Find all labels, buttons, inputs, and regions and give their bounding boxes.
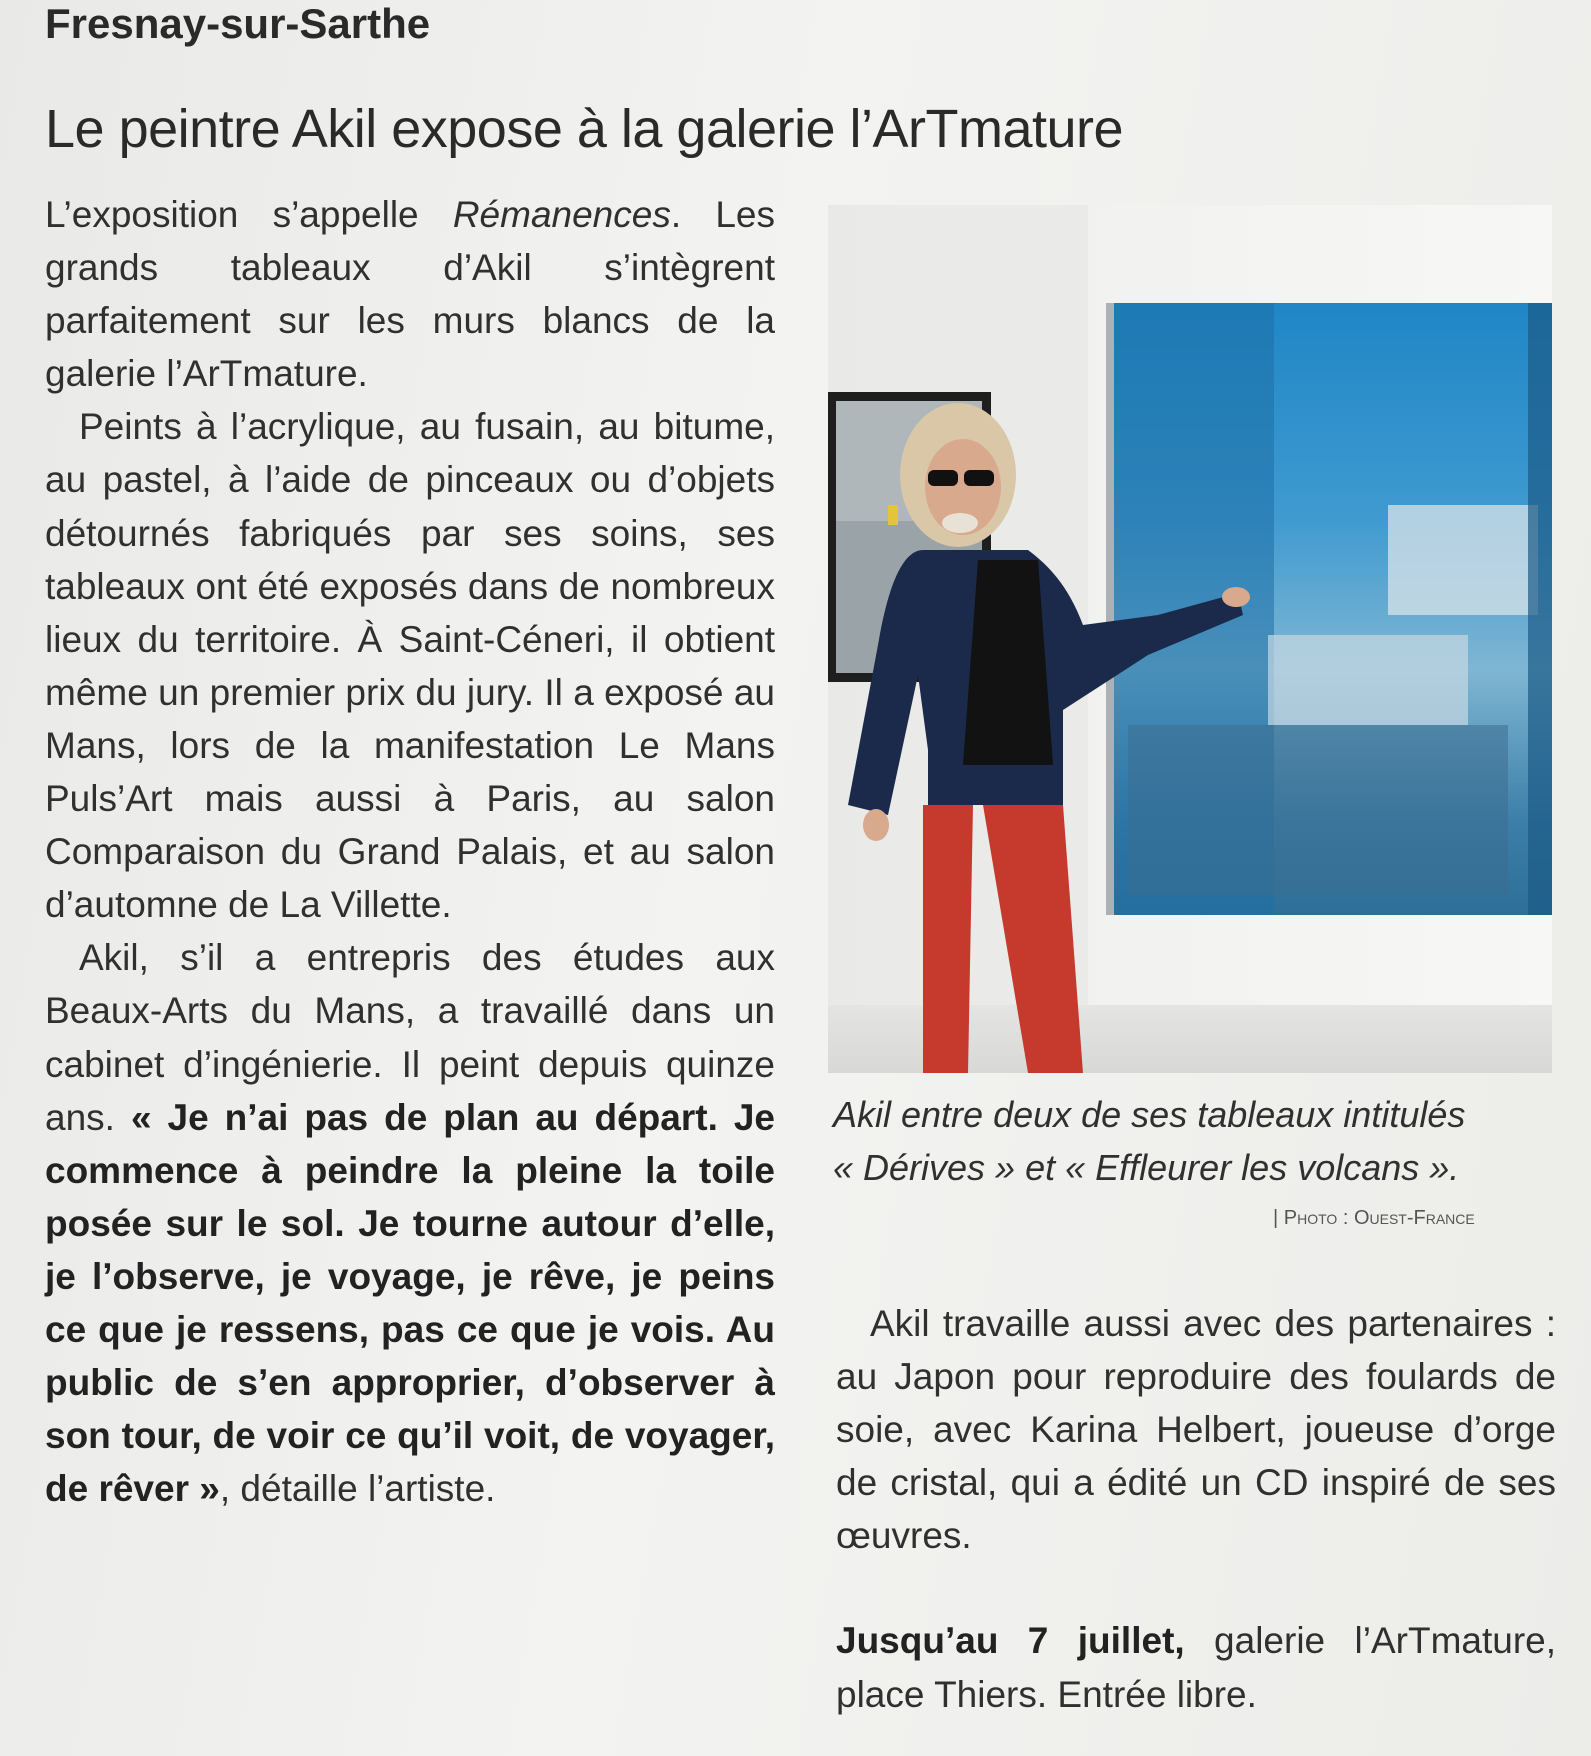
venue-info: galerie l’ArTmature, place Thiers. Entrée libre. [836, 1620, 1556, 1715]
intro-text-rest: . Les grands tableaux d’Akil s’intègrent parfaitement sur les murs blancs de la galerie l’ArTmature. [45, 194, 775, 395]
photo-caption [833, 1088, 1558, 1194]
artist-glasses-left [928, 470, 958, 486]
caption-line-2: « Dérives » et « Effleurer les volcans ». [833, 1147, 1460, 1188]
artist-beard [942, 513, 978, 533]
exhibition-end-date: Jusqu’au 7 juillet, [836, 1620, 1185, 1662]
intro-text: L’exposition s’appelle [45, 194, 453, 235]
artist-left-hand [863, 809, 889, 841]
paragraph-biography [45, 931, 775, 1515]
artist-pointing-hand [1222, 587, 1250, 607]
article-column-left [45, 188, 775, 1515]
practical-info [836, 1614, 1556, 1720]
article-headline: Le peintre Akil expose à la galerie l’ArTmature [45, 99, 1124, 159]
artist-shirt [963, 560, 1053, 765]
locality-heading: Fresnay-sur-Sarthe [45, 0, 431, 47]
artist-photo-illustration [828, 205, 1552, 1073]
exhibition-title: Rémanences [452, 194, 671, 235]
biography-text-end: , détaille l’artiste. [219, 1468, 496, 1510]
artist-glasses-right [964, 470, 994, 486]
photo-credit: | Photo : Ouest-France [1273, 1207, 1475, 1229]
biography-text: Akil, s’il a entrepris des études aux Beaux-Arts du Mans, a travaillé dans un cabinet d’ingénierie. Il peint depuis quinze ans. [45, 937, 775, 1138]
paragraph-techniques: Peints à l’acrylique, au fusain, au bitume, au pastel, à l’aide de pinceaux ou d’objets détournés fabriqués par ses soins, ses tableaux ont été exposés dans de nombreux lieux du territoire. À Saint-Céneri, il obtient même un premier prix du jury. Il a exposé au Mans, lors de la manifestation Le Mans Puls’Art mais aussi à Paris, au salon Comparaison du Grand Palais, et au salon d’automne de La Villette. [45, 406, 775, 926]
paragraph-partners: Akil travaille aussi avec des partenaires : au Japon pour reproduire des foulards de soie, avec Karina Helbert, joueuse d’orge de cristal, qui a édité un CD inspiré de ses œuvres. [836, 1303, 1556, 1557]
article-column-right [836, 1297, 1556, 1721]
artist-quote: « Je n’ai pas de plan au départ. Je commence à peindre la pleine la toile posée sur le sol. Je tourne autour d’elle, je l’observe, je voyage, je rêve, je peins ce que je ressens, pas ce que je vois. Au public de s’en approprier, d’observer à son tour, de voir ce qu’il voit, de voyager, de rêver » [45, 1096, 775, 1510]
paragraph-intro [45, 188, 775, 400]
painting-light-patch [1388, 505, 1538, 615]
artist-photo [828, 205, 1552, 1073]
caption-line-1: Akil entre deux de ses tableaux intitulés [833, 1094, 1466, 1135]
